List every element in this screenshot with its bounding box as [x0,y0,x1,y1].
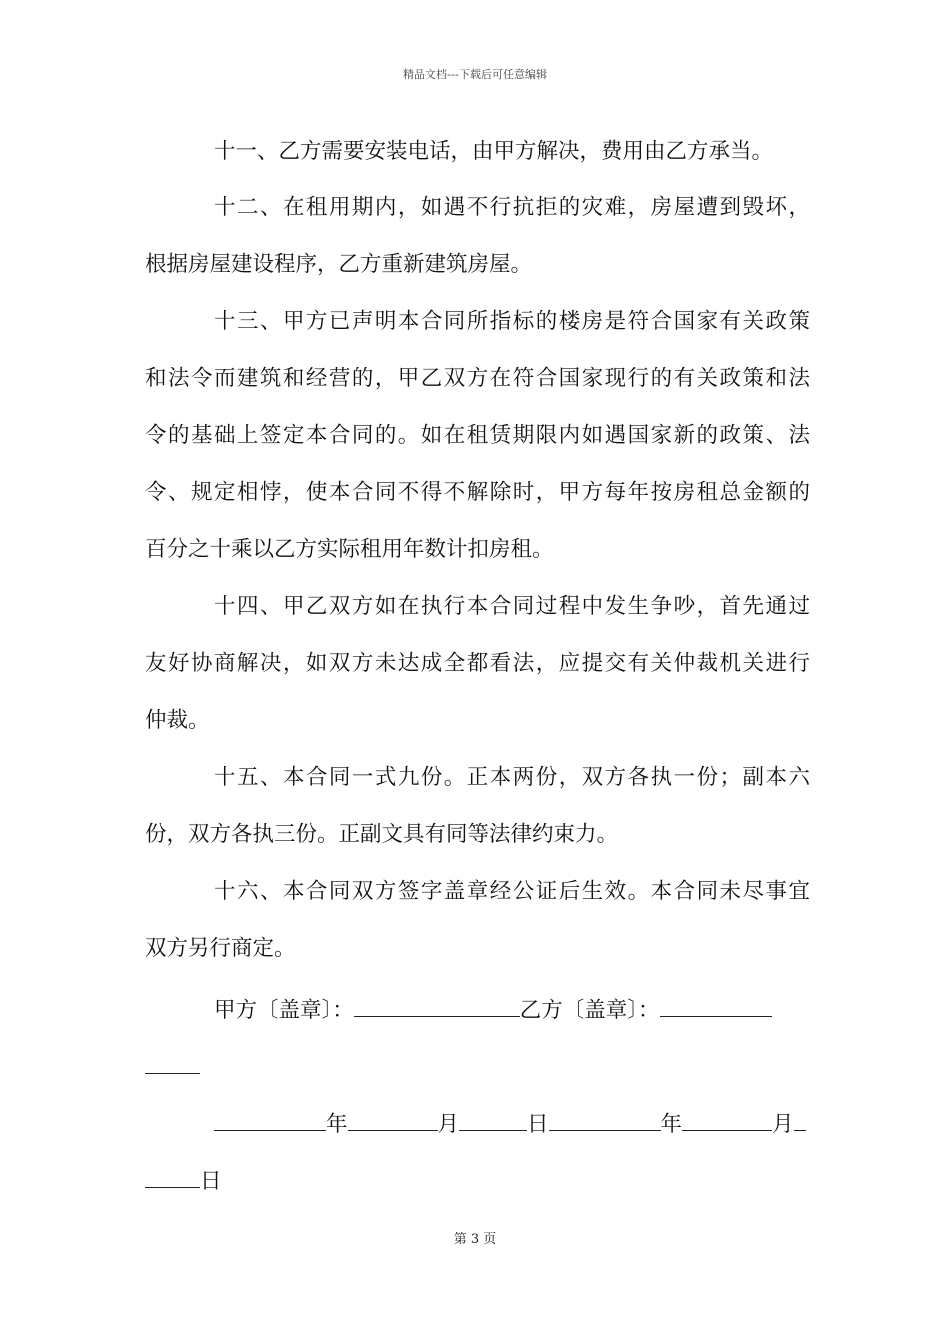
paragraph-13-line-4: 令、规定相悖，使本合同不得不解除时，甲方每年按房租总金额的 [145,480,810,505]
paragraph-14-line-3: 仲裁。 [145,708,210,733]
signature-row-continuation [145,1051,810,1082]
party-a-day-label: 日 [527,1112,549,1137]
paragraph-15-line-1: 十五、本合同一式九份。正本两份，双方各执一份；副本六 [214,765,810,790]
paragraph-13-line-1: 十三、甲方已声明本合同所指标的楼房是符合国家有关政策 [214,309,810,334]
party-b-signature-blank [660,994,772,1017]
party-b-year-blank [549,1108,661,1131]
date-row [214,1108,810,1139]
party-b-year-label: 年 [660,1112,683,1137]
paragraph-14-line-2: 友好协商解决，如双方未达成全都看法，应提交有关仲裁机关进行 [145,651,810,676]
party-b-day-blank-continued [145,1165,200,1188]
party-a-year-blank [214,1108,326,1131]
party-b-signature-blank-continued [145,1051,200,1074]
page-number: 第 3 页 [453,1232,497,1247]
paragraph-15-line-2: 份，双方各执三份。正副文具有同等法律约束力。 [145,822,619,847]
party-b-month-blank [682,1108,772,1131]
party-a-month-label: 月 [437,1112,460,1137]
paragraph-14-line-1: 十四、甲乙双方如在执行本合同过程中发生争吵，首先通过 [214,594,810,619]
party-a-year-label: 年 [326,1112,348,1137]
party-b-day-label: 日 [200,1169,222,1194]
signature-row [214,994,810,1025]
paragraph-13-line-3: 令的基础上签定本合同的。如在租赁期限内如遇国家新的政策、法 [145,423,810,448]
party-b-seal-label: 乙方〔盖章〕： [519,998,660,1023]
paragraph-12-line-1: 十二、在租用期内，如遇不行抗拒的灾难，房屋遭到毁坏， [214,195,810,220]
date-row-continuation [145,1165,810,1196]
paragraph-11-line-1: 十一、乙方需要安装电话，由甲方解决，费用由乙方承当。 [214,139,774,164]
paragraph-13-line-2: 和法令而建筑和经营的，甲乙双方在符合国家现行的有关政策和法 [145,366,810,391]
paragraph-16-line-1: 十六、本合同双方签字盖章经公证后生效。本合同未尽事宜 [214,879,810,904]
paragraph-13-line-5: 百分之十乘以乙方实际租用年数计扣房租。 [145,537,554,562]
party-b-month-label: 月 [772,1112,794,1137]
paragraph-12-line-2: 根据房屋建设程序，乙方重新建筑房屋。 [145,252,533,277]
party-a-month-blank [348,1108,438,1131]
paragraph-16-line-2: 双方另行商定。 [145,936,296,961]
page-header: 精品文档---下载后可任意编辑 [403,68,547,81]
party-a-day-blank [459,1108,527,1131]
party-a-signature-blank [354,994,520,1017]
party-a-seal-label: 甲方〔盖章〕： [214,998,354,1023]
party-b-day-blank [794,1108,806,1131]
